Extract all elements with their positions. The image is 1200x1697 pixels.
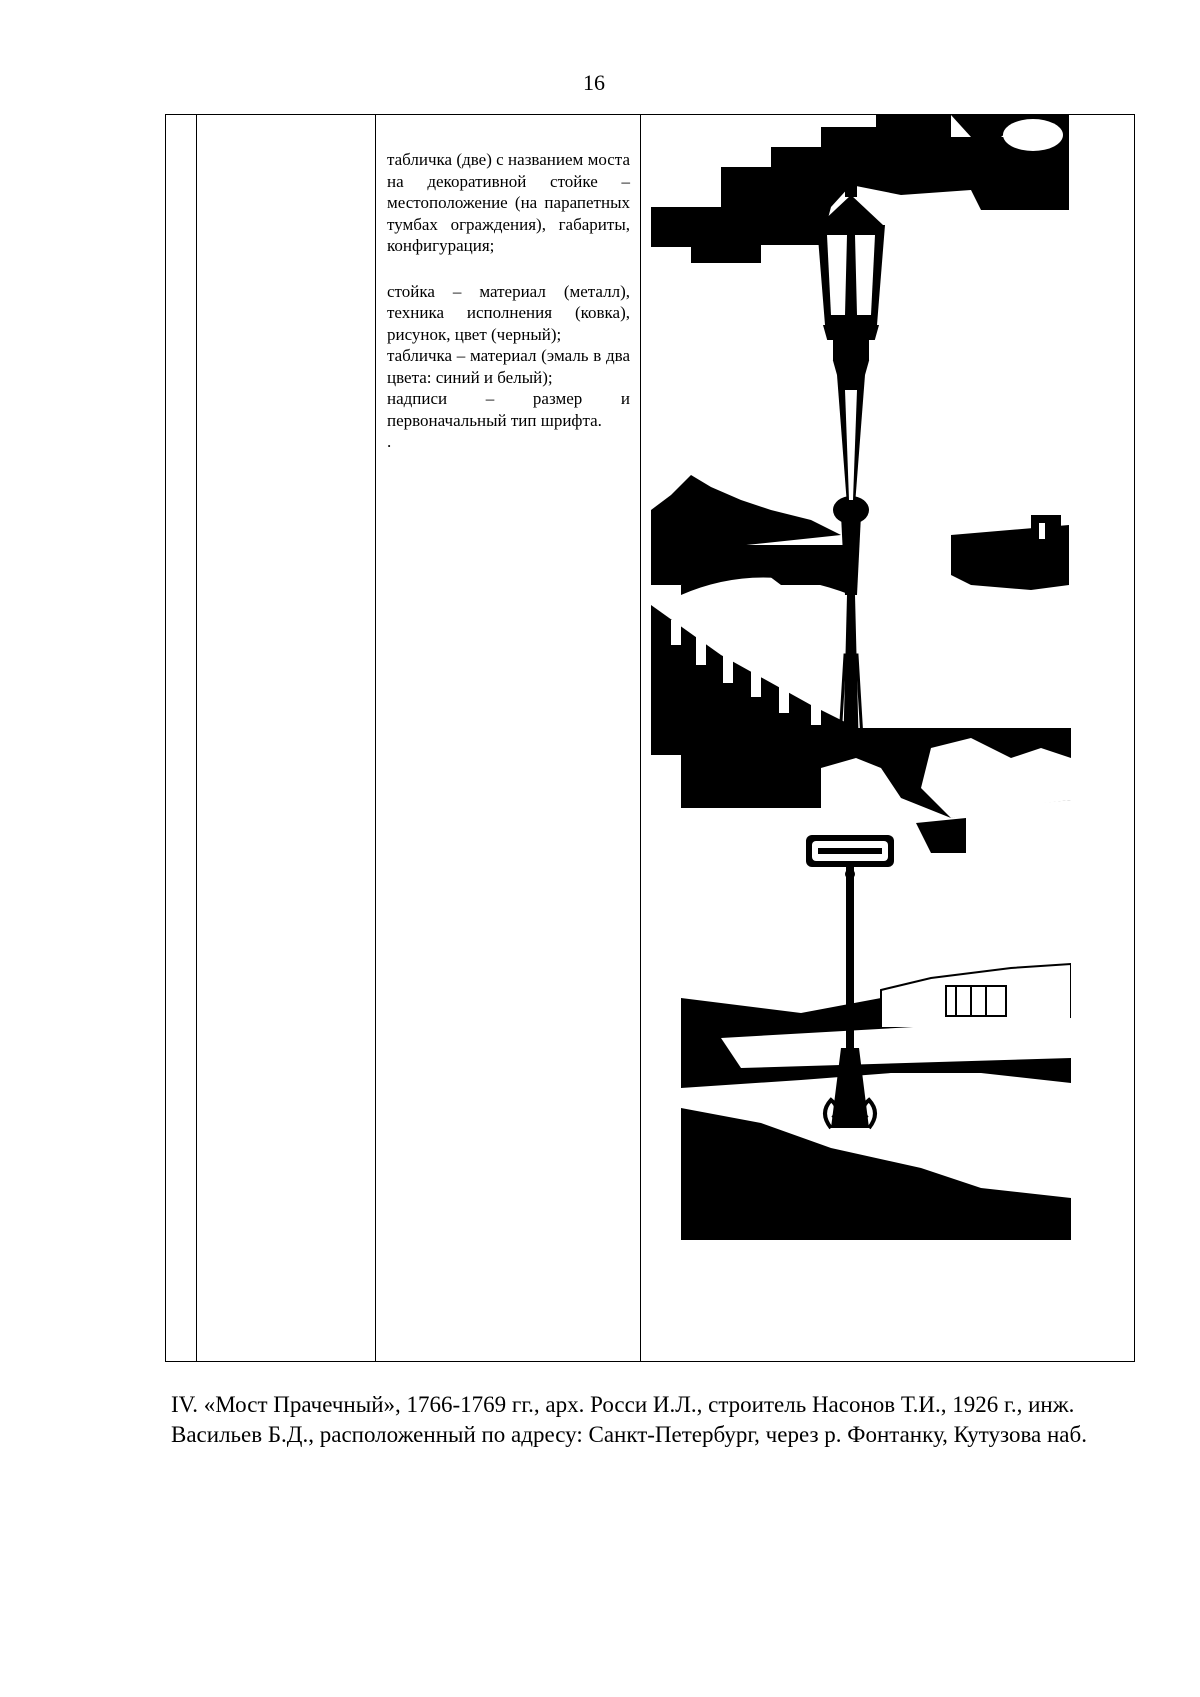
description-paragraph: табличка – материал (эмаль в два цвета: синий и белый); xyxy=(387,346,630,387)
table-cell-photos xyxy=(641,115,1135,1362)
table-cell-object xyxy=(197,115,376,1362)
table-cell-number xyxy=(166,115,197,1362)
table-row xyxy=(166,115,1135,1362)
description-text xyxy=(376,115,640,453)
description-paragraph: табличка (две) с названием моста на декоративной стойке – местоположение (на парапетных тумбах ограждения), габариты, конфигурация; xyxy=(387,150,630,255)
description-paragraph: надписи – размер и первоначальный тип шрифта. xyxy=(387,389,630,430)
description-paragraph: стойка – материал (металл), техника исполнения (ковка), рисунок, цвет (черный); xyxy=(387,281,630,344)
table-cell-description xyxy=(376,115,641,1362)
page-number: 16 xyxy=(583,70,605,95)
photo-bridge-name-sign xyxy=(681,728,1071,1240)
section-caption: IV. «Мост Прачечный», 1766-1769 гг., арх. Росси И.Л., строитель Насонов Т.И., 1926 г., инж. Васильев Б.Д., расположенный по адресу: Санкт-Петербург, через р. Фонтанку, Кутузова наб. xyxy=(171,1392,1087,1447)
description-paragraph: . xyxy=(387,432,392,451)
object-table xyxy=(165,114,1135,1362)
photo-lantern-embankment xyxy=(651,115,1069,755)
